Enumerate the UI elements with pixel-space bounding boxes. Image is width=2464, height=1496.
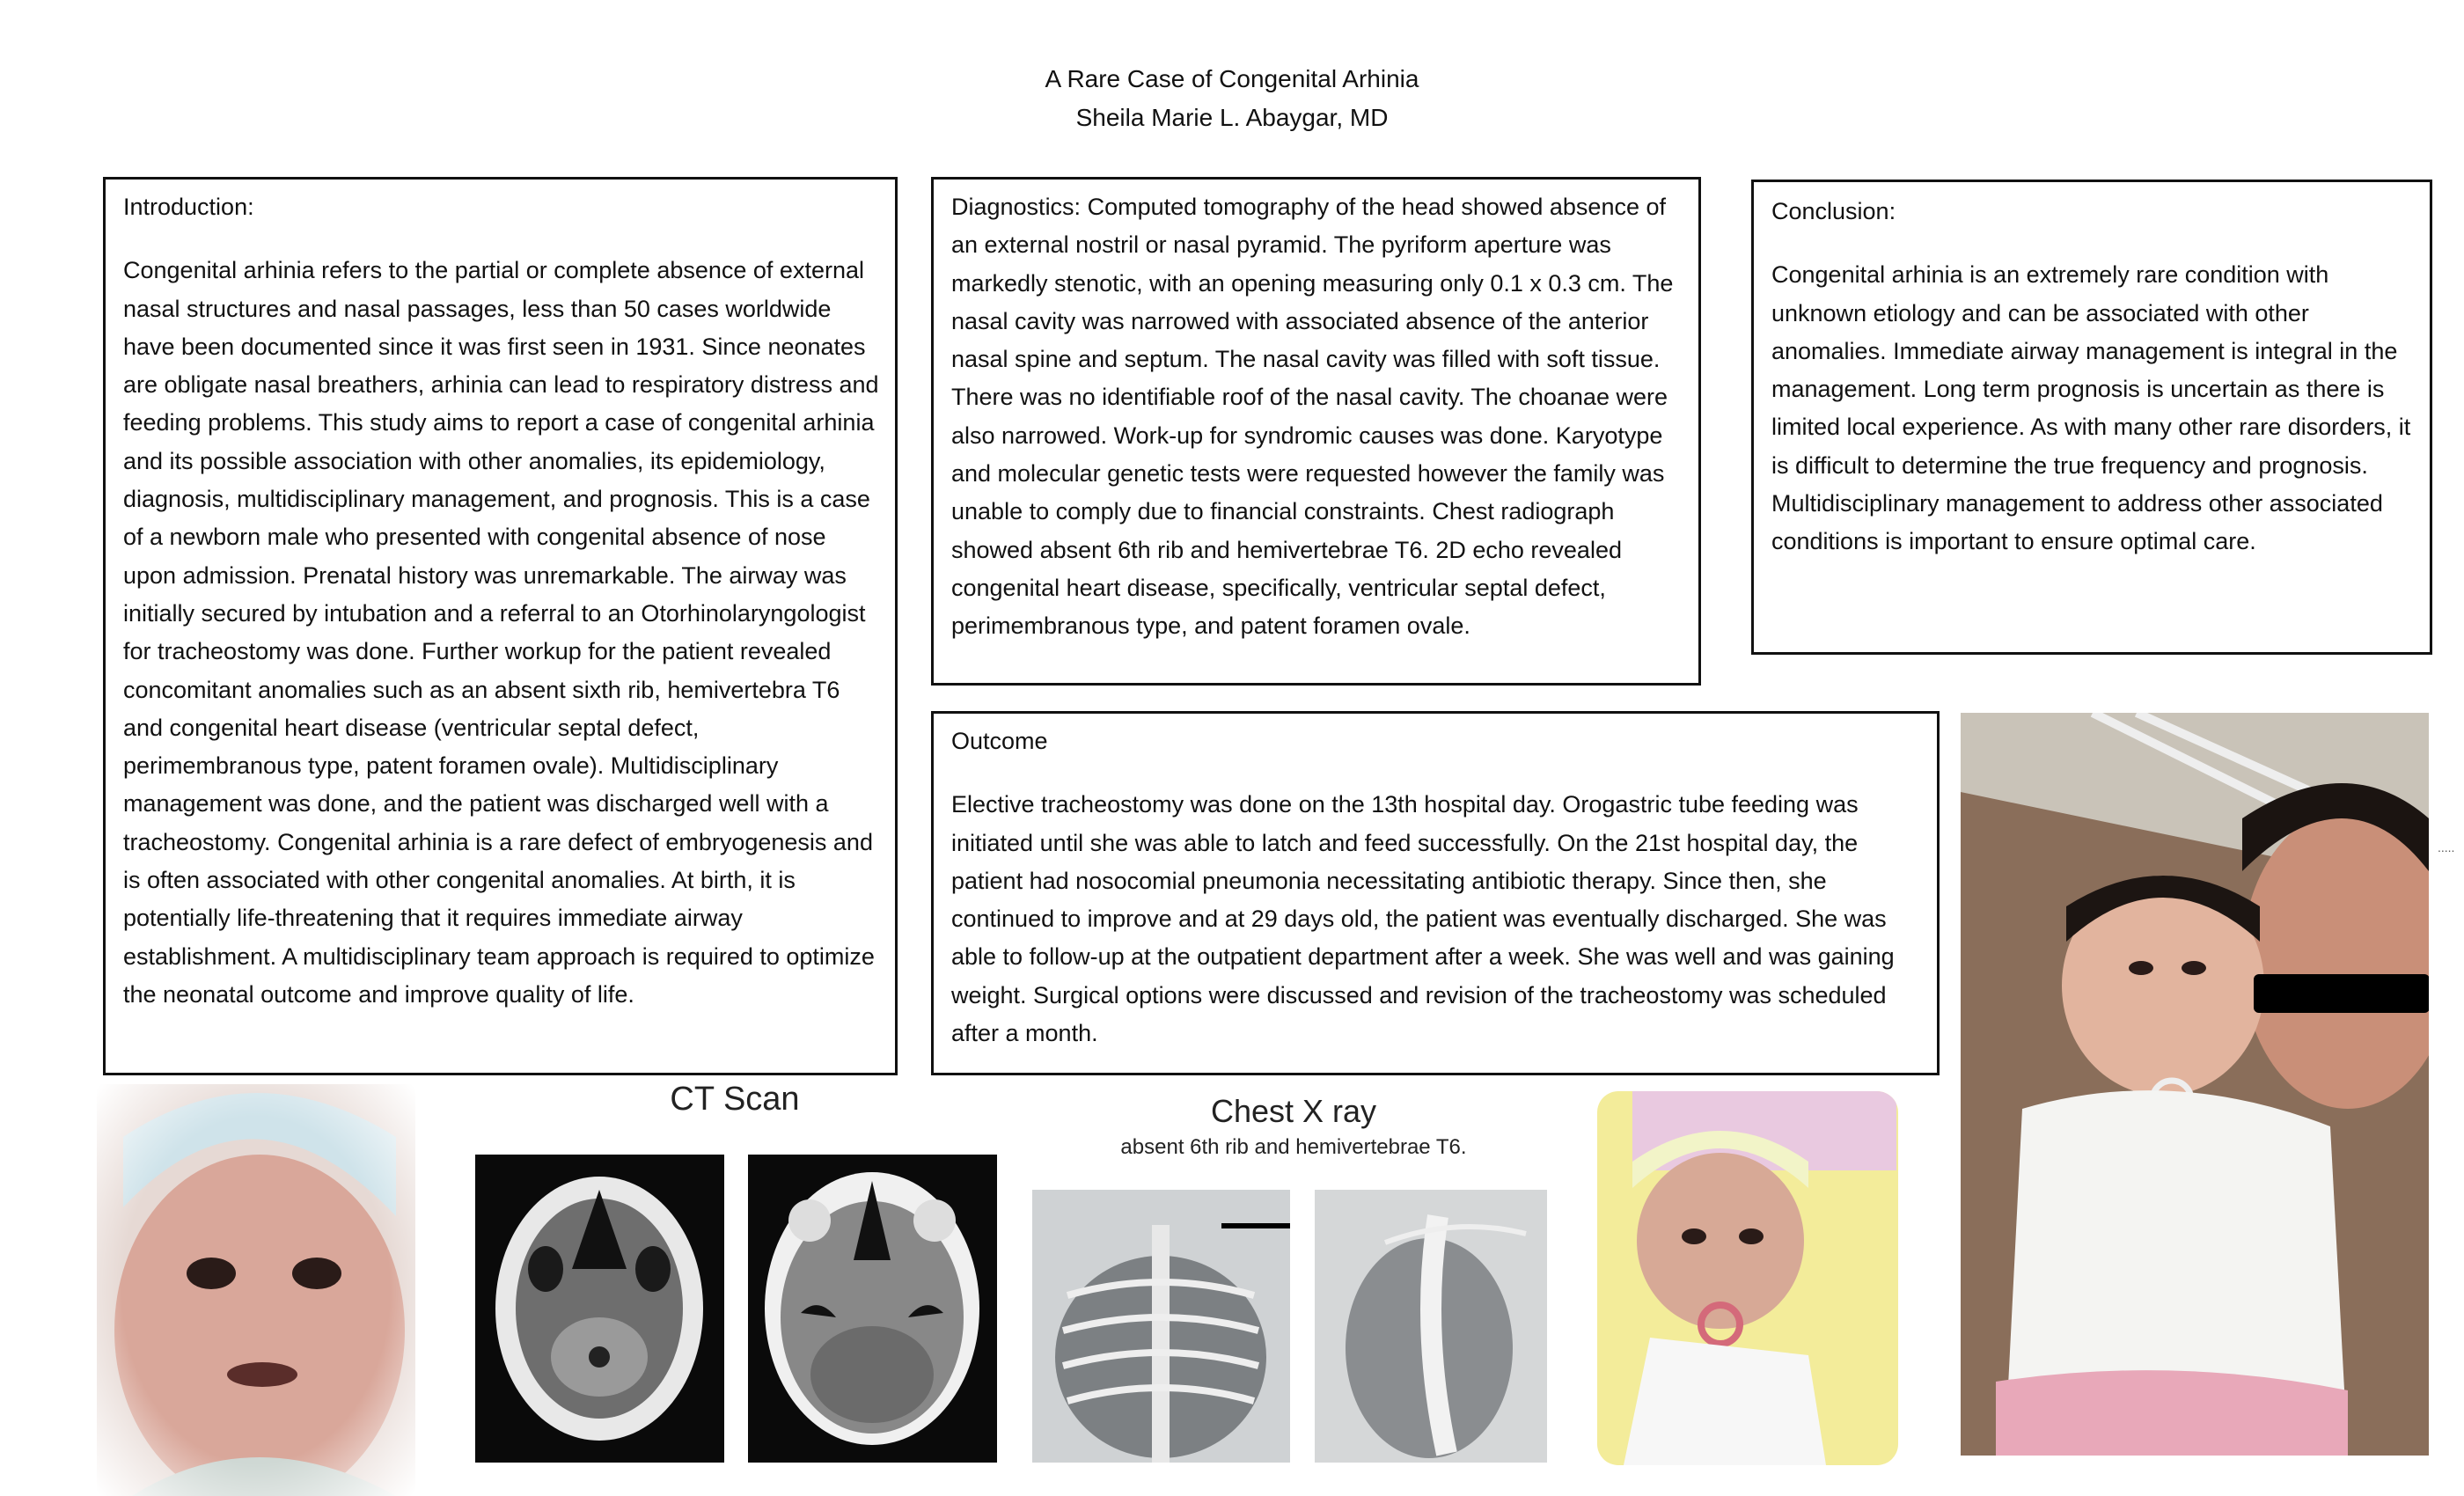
child-with-mother-photo [1961, 713, 2429, 1456]
newborn-photo [97, 1084, 415, 1496]
outcome-heading: Outcome [951, 728, 1048, 754]
diagnostics-box [931, 177, 1701, 686]
poster-header [0, 60, 2464, 137]
edge-marker: ..... [2438, 840, 2455, 854]
ct-scan-caption: CT Scan [670, 1081, 800, 1118]
infant-tracheostomy-photo [1597, 1091, 1898, 1465]
introduction-box [103, 177, 898, 1075]
xray-image-frontal [1032, 1190, 1290, 1463]
diagnostics-body: Diagnostics: Computed tomography of the head showed absence of an external nostril or nasal pyramid. The pyriform aperture was markedly stenotic, with an opening measuring only 0.1 x 0.3 cm. The nasal cavity was narrowed with associated absence of the anterior nasal spine and septum. The nasal cavity was filled with soft tissue. There was no identifiable roof of the nasal cavity. The choanae were also narrowed. Work-up for syndromic causes was done. Karyotype and molecular genetic tests were requested however the family was unable to comply due to financial constraints. Chest radiograph showed absent 6th rib and hemivertebrae T6. 2D echo revealed congenital heart disease, specifically, ventricular septal defect, perimembranous type, and patent foramen ovale. [951, 194, 1674, 640]
introduction-heading: Introduction: [123, 194, 254, 220]
poster-author: Sheila Marie L. Abaygar, MD [1075, 104, 1389, 131]
privacy-mask [2254, 974, 2429, 1013]
xray-image-lateral [1315, 1190, 1547, 1463]
xray-subcaption: absent 6th rib and hemivertebrae T6. [1120, 1135, 1467, 1159]
outcome-box [931, 711, 1940, 1075]
ct-scan-image-2 [748, 1155, 997, 1463]
conclusion-box [1751, 180, 2432, 655]
xray-caption: Chest X ray [1210, 1093, 1377, 1129]
ct-scan-image-1 [475, 1155, 724, 1463]
outcome-body: Elective tracheostomy was done on the 13th hospital day. Orogastric tube feeding was initiated until she was able to latch and feed successfully. On the 21st hospital day, the patient had nosocomial pneumonia necessitating antibiotic therapy. Since then, she continued to improve and at 29 days old, the patient was eventually discharged. She was able to follow-up at the outpatient department after a week. She was well and was gaining weight. Surgical options were discussed and revision of the tracheostomy was scheduled after a month. [951, 791, 1895, 1047]
introduction-body: Congenital arhinia refers to the partial or complete absence of external nasal structures and nasal passages, less than 50 cases worldwide have been documented since it was first seen in 1931. Since neonates are obligate nasal breathers, arhinia can lead to respiratory distress and feeding problems. This study aims to report a case of congenital arhinia and its possible association with other anomalies, its epidemiology, diagnosis, multidisciplinary management, and prognosis. This is a case of a newborn male who presented with congenital absence of nose upon admission. Prenatal history was unremarkable. The airway was initially secured by intubation and a referral to an Otorhinolaryngologist for tracheostomy was done. Further workup for the patient revealed concomitant anomalies such as an absent sixth rib, hemivertebra T6 and congenital heart disease (ventricular septal defect, perimembranous type, patent foramen ovale). Multidisciplinary management was done, and the patient was discharged well with a tracheostomy. Congenital arhinia is a rare defect of embryogenesis and is often associated with other congenital anomalies. At birth, it is potentially life-threatening that it requires immediate airway establishment. A multidisciplinary team approach is required to optimize the neonatal outcome and improve quality of life. [123, 257, 879, 1008]
conclusion-body: Congenital arhinia is an extremely rare condition with unknown etiology and can be associated with other anomalies. Immediate airway management is integral in the management. Long term prognosis is uncertain as there is limited local experience. As with many other rare disorders, it is difficult to determine the true frequency and prognosis. Multidisciplinary management to address other associated conditions is important to ensure optimal care. [1771, 261, 2411, 555]
conclusion-heading: Conclusion: [1771, 198, 1896, 224]
poster-title: A Rare Case of Congenital Arhinia [1045, 65, 1419, 92]
